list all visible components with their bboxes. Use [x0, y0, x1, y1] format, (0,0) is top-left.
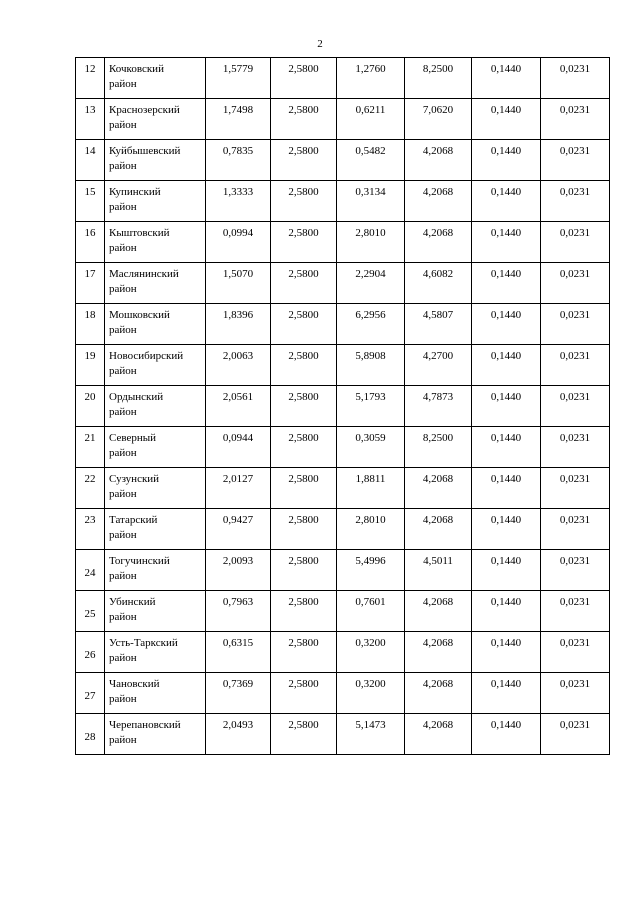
coefficient-value: 2,0561 — [206, 386, 271, 427]
coefficient-value: 2,5800 — [271, 468, 337, 509]
table-row — [76, 550, 610, 591]
coefficient-value: 4,2068 — [405, 140, 472, 181]
district-name — [105, 386, 206, 427]
coefficient-value: 4,2068 — [405, 468, 472, 509]
district-name-line: Убинский — [109, 596, 156, 608]
district-name-line: Черепановский — [109, 719, 181, 731]
district-name — [105, 263, 206, 304]
coefficient-value: 2,0127 — [206, 468, 271, 509]
district-name-line: район — [109, 78, 137, 90]
district-name — [105, 673, 206, 714]
district-name — [105, 632, 206, 673]
row-number: 22 — [76, 468, 105, 509]
coefficient-value: 0,1440 — [472, 263, 541, 304]
coefficient-value: 2,5800 — [271, 345, 337, 386]
district-name-line: район — [109, 201, 137, 213]
coefficient-value: 1,2760 — [337, 58, 405, 99]
coefficient-value: 0,1440 — [472, 714, 541, 755]
district-name-line: район — [109, 119, 137, 131]
coefficient-value: 0,1440 — [472, 427, 541, 468]
district-name-line: район — [109, 652, 137, 664]
coefficient-value: 4,5011 — [405, 550, 472, 591]
row-number: 16 — [76, 222, 105, 263]
coefficient-value: 8,2500 — [405, 427, 472, 468]
table-row — [76, 673, 610, 714]
row-number: 27 — [76, 673, 105, 714]
coefficient-value: 4,2068 — [405, 509, 472, 550]
page-number: 2 — [317, 38, 323, 50]
coefficient-value: 4,2068 — [405, 714, 472, 755]
coefficient-value: 5,4996 — [337, 550, 405, 591]
coefficient-value: 0,0231 — [541, 673, 610, 714]
row-number: 24 — [76, 550, 105, 591]
district-name-line: район — [109, 734, 137, 746]
coefficient-value: 2,0063 — [206, 345, 271, 386]
coefficient-value: 2,5800 — [271, 222, 337, 263]
coefficient-value: 0,3059 — [337, 427, 405, 468]
district-name-line: район — [109, 283, 137, 295]
coefficient-value: 0,1440 — [472, 550, 541, 591]
coefficient-value: 4,2068 — [405, 673, 472, 714]
coefficient-value: 2,0493 — [206, 714, 271, 755]
coefficient-value: 0,0231 — [541, 550, 610, 591]
coefficient-value: 0,7835 — [206, 140, 271, 181]
coefficient-value: 0,1440 — [472, 222, 541, 263]
coefficient-value: 2,5800 — [271, 714, 337, 755]
district-name-line: Кочковский — [109, 63, 164, 75]
district-name-line: район — [109, 365, 137, 377]
coefficient-value: 0,1440 — [472, 99, 541, 140]
coefficient-value: 0,3134 — [337, 181, 405, 222]
coefficient-value: 0,1440 — [472, 304, 541, 345]
coefficients-table — [75, 57, 610, 755]
coefficient-value: 0,0231 — [541, 99, 610, 140]
coefficient-value: 2,5800 — [271, 140, 337, 181]
row-number: 28 — [76, 714, 105, 755]
district-name — [105, 468, 206, 509]
coefficient-value: 0,0231 — [541, 714, 610, 755]
coefficient-value: 0,3200 — [337, 673, 405, 714]
table-row — [76, 468, 610, 509]
coefficient-value: 2,5800 — [271, 58, 337, 99]
table-row — [76, 181, 610, 222]
coefficient-value: 0,1440 — [472, 591, 541, 632]
district-name — [105, 222, 206, 263]
district-name-line: Новосибирский — [109, 350, 184, 362]
district-name-line: район — [109, 570, 137, 582]
coefficient-value: 0,6211 — [337, 99, 405, 140]
coefficient-value: 2,5800 — [271, 632, 337, 673]
district-name — [105, 591, 206, 632]
coefficient-value: 0,3200 — [337, 632, 405, 673]
district-name — [105, 304, 206, 345]
table-row — [76, 222, 610, 263]
coefficient-value: 0,0231 — [541, 181, 610, 222]
coefficient-value: 2,2904 — [337, 263, 405, 304]
coefficient-value: 2,5800 — [271, 181, 337, 222]
district-name — [105, 99, 206, 140]
coefficient-value: 0,1440 — [472, 386, 541, 427]
coefficient-value: 2,5800 — [271, 304, 337, 345]
row-number: 25 — [76, 591, 105, 632]
coefficient-value: 4,2068 — [405, 181, 472, 222]
coefficient-value: 0,0231 — [541, 304, 610, 345]
coefficient-value: 1,8811 — [337, 468, 405, 509]
coefficient-value: 4,2700 — [405, 345, 472, 386]
coefficient-value: 0,0231 — [541, 427, 610, 468]
coefficient-value: 0,0994 — [206, 222, 271, 263]
district-name-line: район — [109, 488, 137, 500]
coefficient-value: 2,5800 — [271, 591, 337, 632]
coefficient-value: 0,0231 — [541, 509, 610, 550]
coefficient-value: 0,6315 — [206, 632, 271, 673]
coefficient-value: 4,5807 — [405, 304, 472, 345]
row-number: 14 — [76, 140, 105, 181]
coefficient-value: 0,0231 — [541, 345, 610, 386]
coefficient-value: 0,1440 — [472, 673, 541, 714]
coefficient-value: 6,2956 — [337, 304, 405, 345]
table-row — [76, 263, 610, 304]
district-name — [105, 509, 206, 550]
coefficient-value: 0,1440 — [472, 58, 541, 99]
coefficient-value: 5,1793 — [337, 386, 405, 427]
row-number: 26 — [76, 632, 105, 673]
district-name-line: район — [109, 447, 137, 459]
district-name-line: Северный — [109, 432, 157, 444]
row-number: 15 — [76, 181, 105, 222]
coefficient-value: 1,3333 — [206, 181, 271, 222]
table-body — [76, 58, 610, 755]
coefficient-value: 0,1440 — [472, 345, 541, 386]
row-number: 23 — [76, 509, 105, 550]
coefficient-value: 2,8010 — [337, 222, 405, 263]
coefficient-value: 0,0231 — [541, 140, 610, 181]
table-row — [76, 345, 610, 386]
table-row — [76, 591, 610, 632]
table-row — [76, 140, 610, 181]
table-row — [76, 58, 610, 99]
coefficient-value: 0,1440 — [472, 468, 541, 509]
district-name-line: Ордынский — [109, 391, 164, 403]
coefficient-value: 0,1440 — [472, 632, 541, 673]
district-name-line: Куйбышевский — [109, 145, 181, 157]
district-name-line: район — [109, 324, 137, 336]
district-name — [105, 140, 206, 181]
district-name-line: Сузунский — [109, 473, 160, 485]
coefficient-value: 2,5800 — [271, 550, 337, 591]
coefficient-value: 0,5482 — [337, 140, 405, 181]
table-row — [76, 509, 610, 550]
coefficient-value: 7,0620 — [405, 99, 472, 140]
row-number: 17 — [76, 263, 105, 304]
coefficient-value: 1,5779 — [206, 58, 271, 99]
row-number: 19 — [76, 345, 105, 386]
district-name — [105, 427, 206, 468]
coefficient-value: 0,0231 — [541, 591, 610, 632]
coefficient-value: 0,0231 — [541, 263, 610, 304]
table-row — [76, 632, 610, 673]
district-name — [105, 550, 206, 591]
coefficient-value: 2,5800 — [271, 263, 337, 304]
coefficient-value: 2,5800 — [271, 99, 337, 140]
district-name — [105, 714, 206, 755]
district-name-line: район — [109, 611, 137, 623]
district-name-line: район — [109, 693, 137, 705]
coefficient-value: 1,5070 — [206, 263, 271, 304]
coefficient-value: 0,0231 — [541, 58, 610, 99]
row-number: 18 — [76, 304, 105, 345]
coefficient-value: 2,0093 — [206, 550, 271, 591]
district-name-line: Мошковский — [109, 309, 170, 321]
district-name — [105, 181, 206, 222]
district-name — [105, 345, 206, 386]
row-number: 12 — [76, 58, 105, 99]
coefficient-value: 0,0231 — [541, 386, 610, 427]
district-name — [105, 58, 206, 99]
coefficient-value: 2,8010 — [337, 509, 405, 550]
coefficient-value: 0,7369 — [206, 673, 271, 714]
coefficient-value: 8,2500 — [405, 58, 472, 99]
table-row — [76, 386, 610, 427]
district-name-line: район — [109, 160, 137, 172]
district-name-line: Усть-Таркский — [109, 637, 178, 649]
row-number: 13 — [76, 99, 105, 140]
coefficient-value: 2,5800 — [271, 509, 337, 550]
coefficient-value: 1,8396 — [206, 304, 271, 345]
table-row — [76, 714, 610, 755]
coefficient-value: 4,7873 — [405, 386, 472, 427]
coefficient-value: 0,1440 — [472, 509, 541, 550]
row-number: 21 — [76, 427, 105, 468]
district-name-line: Чановский — [109, 678, 160, 690]
district-name-line: Тогучинский — [109, 555, 170, 567]
district-name-line: Татарский — [109, 514, 158, 526]
coefficient-value: 0,0231 — [541, 222, 610, 263]
coefficient-value: 0,0231 — [541, 632, 610, 673]
district-name-line: Кыштовский — [109, 227, 170, 239]
coefficient-value: 1,7498 — [206, 99, 271, 140]
district-name-line: Краснозерский — [109, 104, 180, 116]
coefficient-value: 0,0944 — [206, 427, 271, 468]
coefficient-value: 2,5800 — [271, 673, 337, 714]
coefficient-value: 0,9427 — [206, 509, 271, 550]
coefficient-value: 0,7601 — [337, 591, 405, 632]
coefficient-value: 0,1440 — [472, 181, 541, 222]
district-name-line: район — [109, 529, 137, 541]
coefficient-value: 0,7963 — [206, 591, 271, 632]
coefficient-value: 5,8908 — [337, 345, 405, 386]
district-name-line: Маслянинский — [109, 268, 179, 280]
table-row — [76, 427, 610, 468]
district-name-line: Купинский — [109, 186, 161, 198]
coefficient-value: 4,2068 — [405, 222, 472, 263]
district-name-line: район — [109, 406, 137, 418]
row-number: 20 — [76, 386, 105, 427]
coefficient-value: 4,2068 — [405, 591, 472, 632]
coefficient-value: 2,5800 — [271, 386, 337, 427]
district-name-line: район — [109, 242, 137, 254]
coefficient-value: 0,0231 — [541, 468, 610, 509]
table-row — [76, 304, 610, 345]
coefficient-value: 4,2068 — [405, 632, 472, 673]
table-row — [76, 99, 610, 140]
coefficient-value: 4,6082 — [405, 263, 472, 304]
coefficient-value: 2,5800 — [271, 427, 337, 468]
coefficient-value: 0,1440 — [472, 140, 541, 181]
coefficient-value: 5,1473 — [337, 714, 405, 755]
